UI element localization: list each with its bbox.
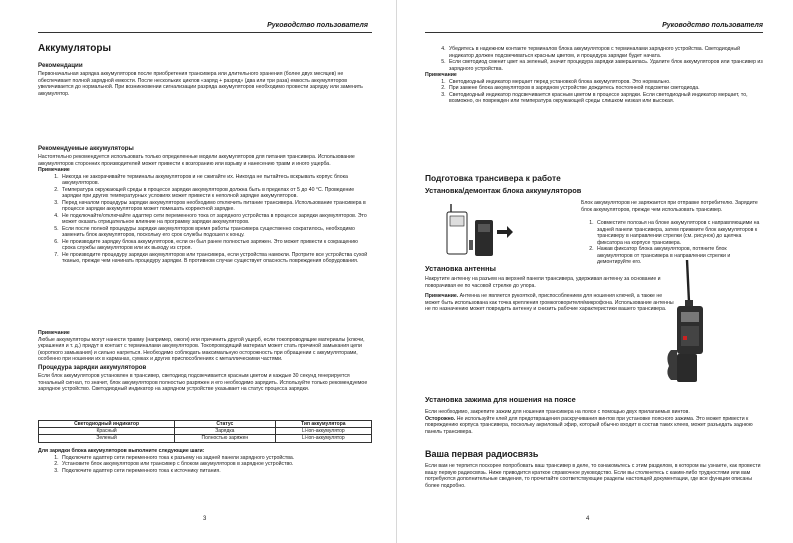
charging-steps-list (38, 455, 372, 475)
header-rule (425, 32, 763, 33)
list-item: 3. Подключите адаптер сети переменного тока к источнику питания. (60, 468, 372, 475)
recommended-text: Настоятельно рекомендуется использовать только определенные модели аккумуляторов для питания трансивера. Использование аккумуляторов сторонних производителей может привести к возгоранию или взрыву и нанесению травм и иного ущерба. (38, 154, 355, 167)
header-rule (38, 32, 372, 33)
list-item: 1. Никогда не закорачивайте терминалы аккумуляторов и не сжигайте их. Никогда не пытайтесь вскрывать корпус блока аккумуляторов. (60, 174, 372, 187)
charging-notes-list (425, 79, 763, 105)
note-label: Примечание (425, 72, 457, 78)
battery-install-illustration (441, 200, 521, 270)
recommended-heading: Рекомендуемые аккумуляторы (38, 145, 134, 152)
note-label: Примечание (38, 330, 70, 336)
table-cell: Полностью заряжен (175, 435, 275, 442)
clip-note-label: Осторожно. (425, 415, 456, 422)
list-item: 3. Светодиодный индикатор подсвечивается красным цветом в процессе зарядки. Если светодиодный индикатор мерцает, то, возможно, он поврежден или температура окружающей среды слишком низкая или высокая. (447, 92, 763, 105)
battery-install-text: Блок аккумуляторов не заряжается при отправке потребителю. Зарядите блок аккумуляторов, прежде чем использовать трансивер. (581, 200, 758, 213)
steps-label: Для зарядки блока аккумуляторов выполните следующие шаги: (38, 448, 205, 454)
list-item: 7. Не производите процедуру зарядки аккумуляторов или трансивера, если устройства намокли. Протрите все устройства сухой тканью, прежде чем начинать процедуру зарядки. В противном случае существует опасность повреждения оборудования. (60, 252, 372, 265)
safety-note-text: Любые аккумуляторы могут нанести травму (например, ожоги) или причинить другой ущерб, если токопроводящие материалы (ключи, украшения и т. д.) придут в контакт с терминалами аккумуляторов. Токопроводящий материал может стать причиной замыкания цепи (короткого замыкания) и сильно нагреться. Необходимо соблюдать максимальную осторожность при обращении с аккумуляторами, особенно при ношении их в карманах, сумках и других приспособлениях с металлическими частями. (38, 336, 365, 362)
page-title: Аккумуляторы (38, 43, 112, 54)
list-item: 1. Совместите полозья на блоке аккумуляторов с направляющими на задней панели трансивера, затем прижмите блок аккумуляторов к трансиверу в направлении стрелки (см. рисунок) до щелчка фиксатора на корпусе трансивера. (595, 220, 763, 246)
antenna-note (425, 293, 675, 313)
charging-section (38, 364, 372, 393)
charging-steps-continued-list (425, 46, 763, 72)
antenna-text: Накрутите антенну на разъем на верхней панели трансивера, удерживая антенну за основание и поворачивая ее по часовой стрелке до упора. (425, 276, 661, 289)
list-item: 2. Температура окружающей среды в процессе зарядки аккумуляторов должна быть в пределах от 5 до 40 °C. Проведение зарядки при других температурных условиях может привести к неполной зарядке аккумуляторов. (60, 187, 372, 200)
table-header: Тип аккумулятора (275, 421, 371, 428)
clip-text: Если необходимо, закрепите зажим для ношения трансивера на поясе с помощью двух прилагаемых винтов. (425, 409, 690, 415)
table-header: Светодиодный индикатор (39, 421, 175, 428)
table-row (39, 428, 372, 435)
list-item: 6. Не производите зарядку блока аккумуляторов, если он был ранее полностью заряжен. Это может привести к сокращению срока службы аккумуляторов или их выходу из строя. (60, 239, 372, 252)
table-cell: Li-ion-аккумулятор (275, 435, 371, 442)
list-item: 1. Подключите адаптер сети переменного тока к разъему на задней панели зарядного устройства. (60, 455, 372, 462)
recommended-batteries-section (38, 145, 372, 265)
list-item: 2. Нажав фиксатор блока аккумуляторов, потяните блок аккумуляторов от трансивера в направлении стрелки и демонтируйте его. (595, 246, 763, 266)
clip-note (425, 416, 763, 436)
list-item: 4. Не подключайте/отключайте адаптер сети переменного тока от зарядного устройства в процессе зарядки аккумуляторов. Это может оказать отрицательное влияние на программу зарядки аккумуляторов. (60, 213, 372, 226)
led-status-table (38, 420, 372, 443)
table-header: Статус (175, 421, 275, 428)
led-status-table-wrap (38, 420, 372, 443)
running-header: Руководство пользователя (662, 22, 763, 29)
antenna-clip-illustration (659, 256, 729, 386)
clip-note-text: Не используйте клей для предотвращения раскручивания винтов при установке поясного зажима. Это может привести к повреждению корпуса трансивера, поскольку акриловый эфир, который обычно входит в состав таких клеев, может разъедать заднюю панель трансивера. (425, 415, 753, 435)
running-header: Руководство пользователя (267, 22, 368, 29)
page-left (0, 0, 396, 543)
prep-title: Подготовка трансивера к работе (425, 173, 561, 183)
note-label: Примечание (38, 167, 70, 173)
table-cell: Красный (39, 428, 175, 435)
table-row (39, 435, 372, 442)
list-item: 2. Установите блок аккумуляторов или трансивер с блоком аккумуляторов в зарядное устройство. (60, 461, 372, 468)
recommended-notes-list (38, 174, 372, 265)
table-cell: Зеленый (39, 435, 175, 442)
table-cell: Li-ion-аккумулятор (275, 428, 371, 435)
page-number: 3 (203, 516, 207, 522)
charging-continued (425, 46, 763, 105)
list-item: 5. Если светодиод сменит цвет на зеленый, значит процедура зарядки завершилась. Удалите блок аккумуляторов или трансивер из зарядного устройства. (447, 59, 763, 72)
recommendations-section (38, 62, 372, 97)
table-cell: Зарядка (175, 428, 275, 435)
first-contact-heading: Ваша первая радиосвязь (425, 449, 539, 459)
page-right (397, 0, 793, 543)
list-item: 4. Убедитесь в надежном контакте терминалов блока аккумуляторов с терминалами зарядного устройства. Светодиодный индикатор должен подсвечиваться красным цветом, и процедура зарядки будет начата. (447, 46, 763, 59)
clip-section (425, 409, 763, 435)
page-number: 4 (586, 516, 590, 522)
antenna-section (425, 276, 675, 313)
list-item: 3. Перед началом процедуры зарядки аккумуляторов необходимо отключить питание трансивера. Использование трансивера в процессе зарядки аккумуляторов может помешать корректной зарядке. (60, 200, 372, 213)
list-item: 5. Если после полной процедуры зарядки аккумуляторов время работы трансивера существенно сократилось, необходимо заменить блок аккумуляторов, поскольку его срок службы подошел к концу. (60, 226, 372, 239)
recommendations-heading: Рекомендации (38, 62, 83, 69)
battery-install-heading: Установка/демонтаж блока аккумуляторов (425, 186, 582, 195)
list-item: 1. Светодиодный индикатор мерцает перед установкой блока аккумуляторов. Это нормально. (447, 79, 763, 86)
list-item: 2. При замене блока аккумуляторов в зарядном устройстве дождитесь постоянной подсветки светодиода. (447, 85, 763, 92)
clip-heading: Установка зажима для ношения на поясе (425, 395, 576, 404)
antenna-note-text: Антенна не является рукояткой, приспособлением для ношения ключей, а также не может быть использована как точка крепления громкоговорителя/микрофона. Использование антенны не по назначению может повредить антенну и снизить рабочие характеристики вашего трансивера. (425, 293, 674, 312)
antenna-note-label: Примечание. (425, 293, 459, 299)
table-header-row (39, 421, 372, 428)
charging-heading: Процедура зарядки аккумуляторов (38, 364, 147, 371)
charging-text: Если блок аккумуляторов установлен в трансивер, светодиод подсвечивается красным цветом и каждые 30 секунд генерируется тональный сигнал, то значит, блок аккумуляторов полностью разряжен и его необходимо зарядить. Используйте только рекомендуемое зарядное устройство. Светодиодный индикатор на зарядном устройстве указывает на статус процесса зарядки. (38, 373, 368, 392)
charging-steps (38, 448, 372, 474)
first-contact-text: Если вам не терпится поскорее попробовать ваш трансивер в деле, то ознакомьтесь с этим разделом, в котором вы узнаете, как провести вашу первую радиосвязь. Ниже приводится краткое справочное руководство. Если вы столкнетесь с каким-либо трудностями или вам потребуются дополнительные сведения, то прочитайте соответствующие разделы настоящей документации, где все функции описаны более подробно. (425, 463, 761, 489)
recommendations-text: Первоначальная зарядка аккумуляторов после приобретения трансивера или длительного хранения (более двух месяцев) не обеспечивает полной зарядной емкости. После нескольких циклов «заряд + разряд» (два или три раза) емкость аккумуляторов увеличивается до нормальной. При возникновении сигнализации разряда аккумуляторов необходимо провести зарядку или заменить аккумулятор. (38, 71, 363, 97)
safety-note (38, 330, 372, 363)
antenna-heading: Установка антенны (425, 264, 496, 273)
